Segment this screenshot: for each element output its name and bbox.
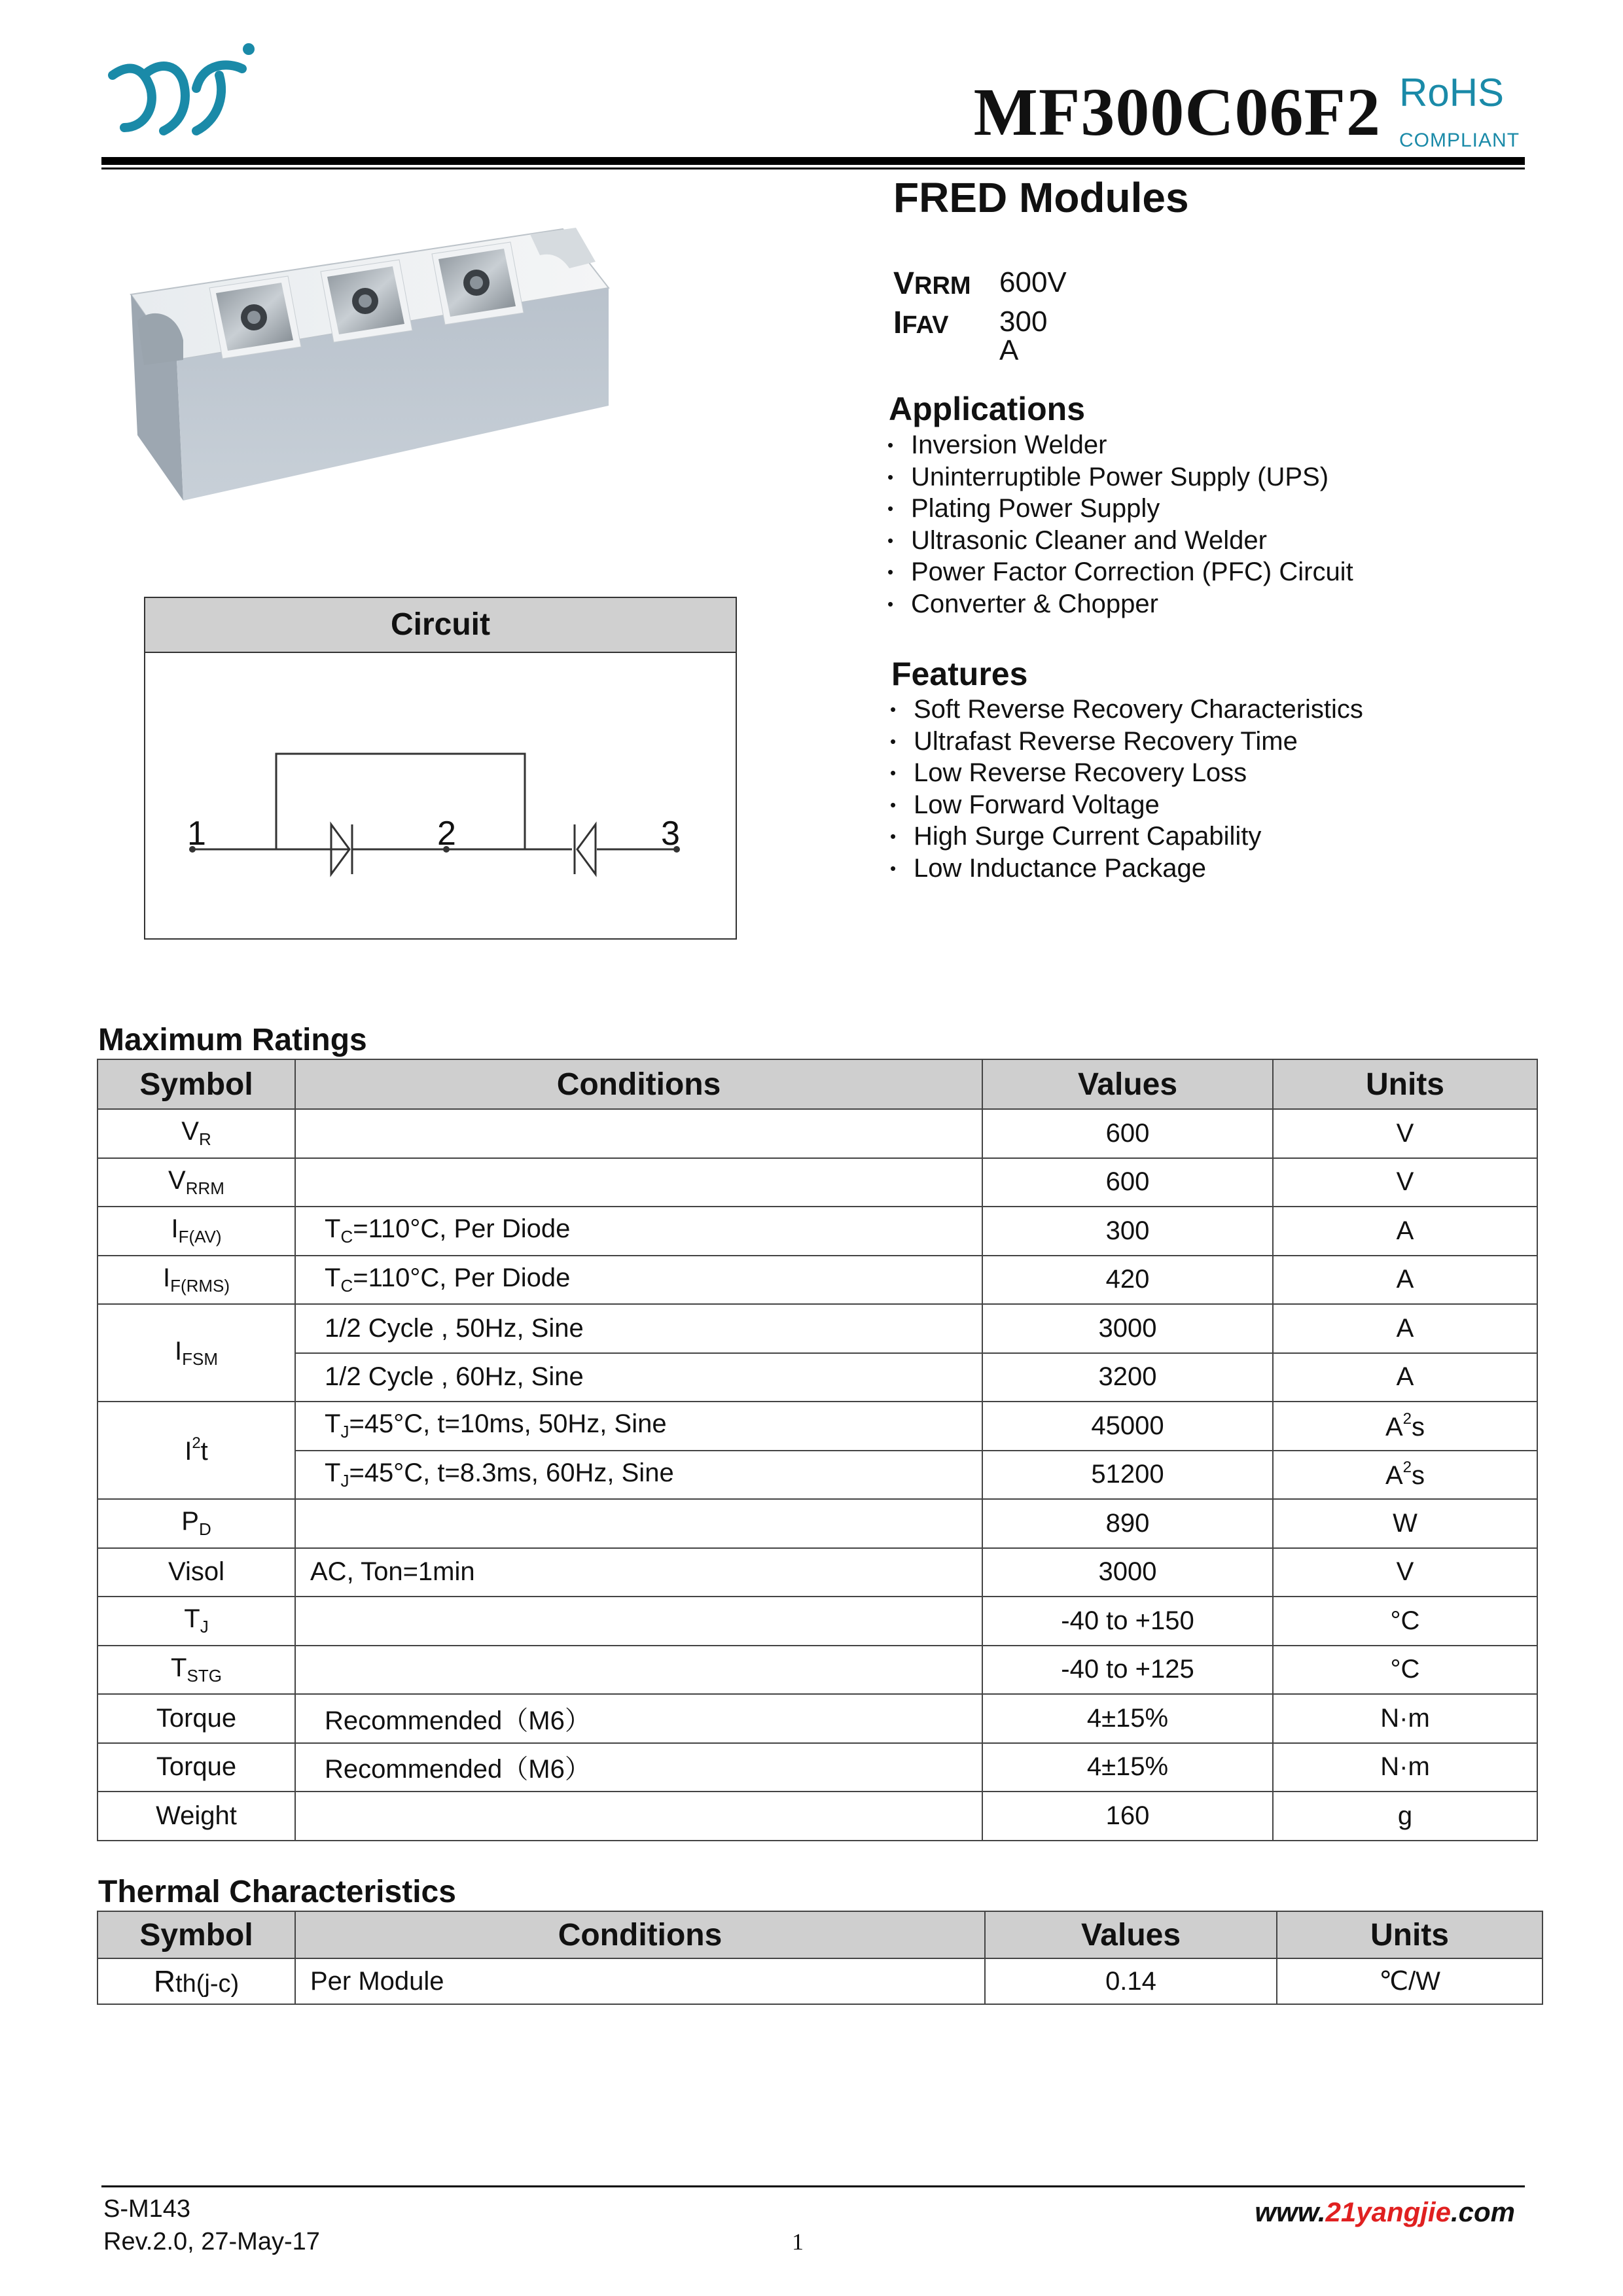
col-header-symbol: Symbol	[98, 1911, 295, 1958]
spec-symbol: VRRM	[893, 266, 971, 301]
circuit-diagram-icon	[145, 653, 736, 938]
applications-list	[887, 429, 1353, 620]
col-header-symbol: Symbol	[98, 1059, 295, 1109]
table-row	[98, 1451, 1537, 1500]
cell-conditions: Recommended（M6）	[295, 1743, 982, 1792]
cell-symbol: $V_R$	[98, 1109, 295, 1158]
list-item: • High Surge Current Capability	[890, 821, 1363, 853]
table-row	[98, 1158, 1537, 1207]
cell-symbol: $P_D$	[98, 1499, 295, 1548]
list-item: • Uninterruptible Power Supply (UPS)	[887, 461, 1353, 493]
product-title: FRED Modules	[893, 174, 1189, 221]
table-row	[98, 1743, 1537, 1792]
cell-symbol: $V_{RRM}$	[98, 1158, 295, 1207]
table-row	[98, 1958, 1543, 2004]
cell-unit: V	[1273, 1548, 1537, 1597]
cell-symbol: $I^2t$	[98, 1402, 295, 1499]
table-row	[98, 1646, 1537, 1695]
cell-symbol: $T_{STG}$	[98, 1646, 295, 1695]
page-number: 1	[792, 2229, 804, 2255]
cell-value: 3000	[982, 1548, 1273, 1597]
features-heading: Features	[891, 656, 1028, 692]
col-header-conditions: Conditions	[295, 1911, 985, 1958]
footer-rule	[101, 2185, 1525, 2187]
cell-value: -40 to +150	[982, 1597, 1273, 1646]
rohs-mark: RoHS	[1399, 71, 1505, 115]
spec-vrrm	[893, 266, 1067, 301]
cell-symbol: Torque	[98, 1694, 295, 1743]
cell-value: 160	[982, 1792, 1273, 1841]
table-header-row	[98, 1059, 1537, 1109]
list-item: • Ultrasonic Cleaner and Welder	[887, 525, 1353, 557]
cell-unit: V	[1273, 1109, 1537, 1158]
circuit-box	[144, 597, 737, 940]
circuit-heading: Circuit	[145, 598, 736, 653]
list-item: • Low Reverse Recovery Loss	[890, 757, 1363, 789]
table-row	[98, 1548, 1537, 1597]
col-header-conditions: Conditions	[295, 1059, 982, 1109]
cell-value: 45000	[982, 1402, 1273, 1451]
col-header-values: Values	[982, 1059, 1273, 1109]
doc-number: S-M143	[103, 2195, 191, 2223]
list-item: • Low Inductance Package	[890, 853, 1363, 885]
cell-conditions: $T_J=45^\circ C$, t=10ms, 50Hz, Sine	[295, 1402, 982, 1451]
cell-unit: A	[1273, 1256, 1537, 1305]
table-row	[98, 1597, 1537, 1646]
header-rule-thin	[101, 168, 1525, 169]
cell-symbol: $T_J$	[98, 1597, 295, 1646]
cell-value: -40 to +125	[982, 1646, 1273, 1695]
list-item: • Ultrafast Reverse Recovery Time	[890, 726, 1363, 758]
cell-unit: °C	[1273, 1597, 1537, 1646]
thermal-title: Thermal Characteristics	[98, 1875, 456, 1909]
table-row	[98, 1109, 1537, 1158]
cell-conditions: $T_C=110^\circ C$, Per Diode	[295, 1256, 982, 1305]
cell-conditions	[295, 1158, 982, 1207]
applications-heading: Applications	[889, 391, 1086, 427]
cell-unit: W	[1273, 1499, 1537, 1548]
cell-conditions: $T_J=45^\circ C$, t=8.3ms, 60Hz, Sine	[295, 1451, 982, 1500]
list-item: • Converter & Chopper	[887, 588, 1353, 620]
table-row	[98, 1353, 1537, 1402]
cell-conditions: 1/2 Cycle , 50Hz, Sine	[295, 1304, 982, 1353]
cell-symbol: Weight	[98, 1792, 295, 1841]
max-ratings-title: Maximum Ratings	[98, 1023, 367, 1057]
list-item: • Low Forward Voltage	[890, 789, 1363, 821]
cell-value: 4±15%	[982, 1743, 1273, 1792]
spec-value: 600V	[999, 266, 1067, 298]
cell-value: 4±15%	[982, 1694, 1273, 1743]
cell-value: 3000	[982, 1304, 1273, 1353]
cell-conditions: $T_C=110^\circ C$, Per Diode	[295, 1207, 982, 1256]
website-link[interactable]: www.21yangjie.com	[1255, 2197, 1515, 2227]
header-rule	[101, 157, 1525, 165]
cell-unit: $A^2s$	[1273, 1451, 1537, 1500]
cell-unit: °C	[1273, 1646, 1537, 1695]
cell-value: 600	[982, 1158, 1273, 1207]
cell-value: 300	[982, 1207, 1273, 1256]
cell-value: 3200	[982, 1353, 1273, 1402]
cell-symbol: $I_{F(RMS)}$	[98, 1256, 295, 1305]
table-row	[98, 1792, 1537, 1841]
cell-unit: g	[1273, 1792, 1537, 1841]
cell-unit: A	[1273, 1304, 1537, 1353]
part-number: MF300C06F2	[973, 75, 1381, 150]
cell-symbol: Rth(j-c)	[98, 1958, 295, 2004]
company-logo-icon	[105, 36, 262, 141]
table-row	[98, 1207, 1537, 1256]
cell-unit: N·m	[1273, 1743, 1537, 1792]
col-header-units: Units	[1277, 1911, 1543, 1958]
cell-conditions: Recommended（M6）	[295, 1694, 982, 1743]
list-item: • Plating Power Supply	[887, 493, 1353, 525]
table-row	[98, 1694, 1537, 1743]
cell-conditions	[295, 1646, 982, 1695]
cell-unit: A	[1273, 1353, 1537, 1402]
cell-conditions	[295, 1597, 982, 1646]
list-item: • Power Factor Correction (PFC) Circuit	[887, 556, 1353, 588]
features-list	[890, 694, 1363, 884]
cell-conditions	[295, 1792, 982, 1841]
pin-label-2: 2	[437, 815, 456, 853]
cell-value: 51200	[982, 1451, 1273, 1500]
col-header-values: Values	[985, 1911, 1277, 1958]
table-row	[98, 1256, 1537, 1305]
max-ratings-table	[97, 1059, 1538, 1841]
list-item: • Soft Reverse Recovery Characteristics	[890, 694, 1363, 726]
pin-label-3: 3	[661, 815, 680, 853]
cell-conditions	[295, 1499, 982, 1548]
table-header-row	[98, 1911, 1543, 1958]
cell-symbol: $I_{F(AV)}$	[98, 1207, 295, 1256]
spec-value: 300 A	[999, 306, 1048, 366]
cell-value: 420	[982, 1256, 1273, 1305]
cell-conditions: 1/2 Cycle , 60Hz, Sine	[295, 1353, 982, 1402]
cell-conditions: AC, Ton=1min	[295, 1548, 982, 1597]
rohs-compliant-label: COMPLIANT	[1399, 130, 1520, 151]
cell-value: 600	[982, 1109, 1273, 1158]
table-row	[98, 1499, 1537, 1548]
revision: Rev.2.0, 27-May-17	[103, 2228, 320, 2255]
table-row	[98, 1402, 1537, 1451]
table-row	[98, 1304, 1537, 1353]
cell-value: 890	[982, 1499, 1273, 1548]
cell-symbol: Visol	[98, 1548, 295, 1597]
cell-conditions: Per Module	[295, 1958, 985, 2004]
cell-symbol: $I_{FSM}$	[98, 1304, 295, 1402]
cell-symbol: Torque	[98, 1743, 295, 1792]
col-header-units: Units	[1273, 1059, 1537, 1109]
cell-conditions	[295, 1109, 982, 1158]
list-item: • Inversion Welder	[887, 429, 1353, 461]
cell-unit: ℃/W	[1277, 1958, 1543, 2004]
cell-unit: A	[1273, 1207, 1537, 1256]
thermal-table	[97, 1911, 1543, 2005]
cell-value: 0.14	[985, 1958, 1277, 2004]
cell-unit: V	[1273, 1158, 1537, 1207]
pin-label-1: 1	[187, 815, 206, 853]
module-photo-icon	[124, 209, 622, 504]
spec-symbol: IFAV	[893, 306, 949, 340]
cell-unit: N·m	[1273, 1694, 1537, 1743]
cell-unit: $A^2s$	[1273, 1402, 1537, 1451]
spec-ifav	[893, 306, 1048, 366]
